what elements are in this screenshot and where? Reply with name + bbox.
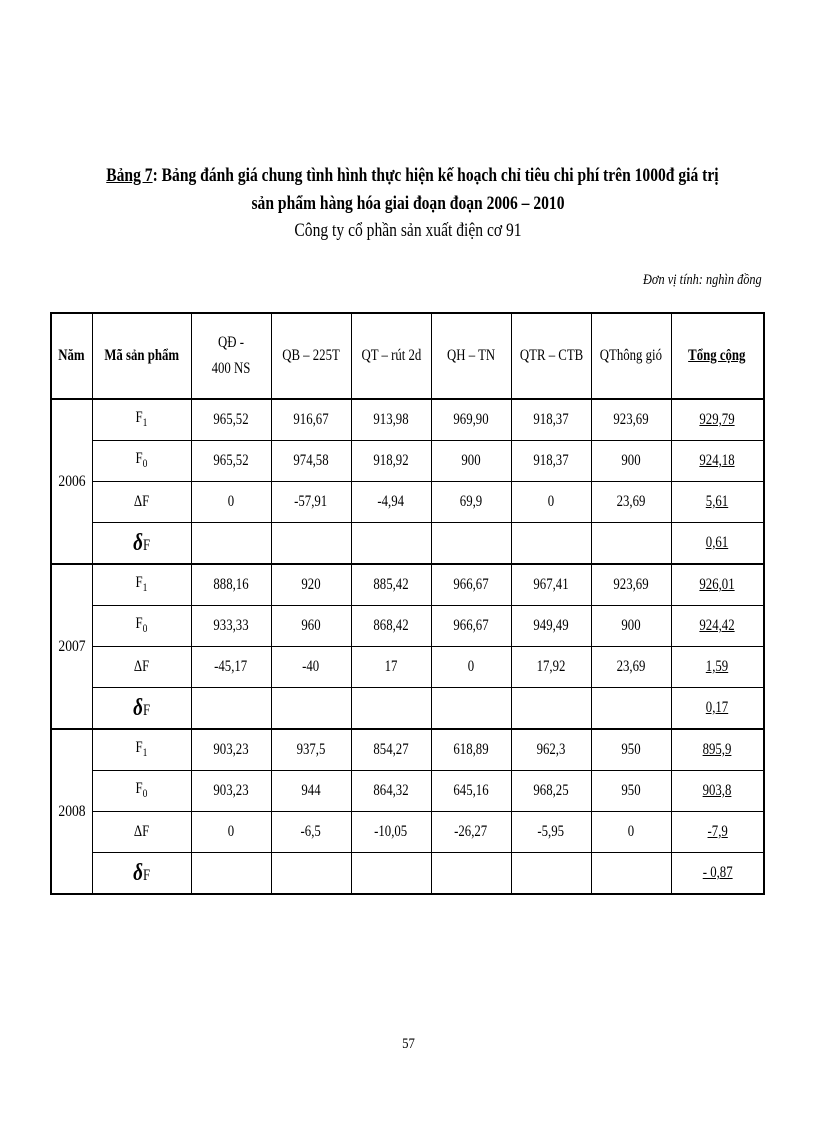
empty-cell xyxy=(591,688,671,730)
empty-cell xyxy=(591,523,671,565)
value-cell: -57,91 xyxy=(271,482,351,523)
empty-cell xyxy=(351,688,431,730)
empty-cell xyxy=(511,523,591,565)
value-cell: 0 xyxy=(591,812,671,853)
header-product: QĐ - 400 NS xyxy=(191,313,271,399)
value-cell: 950 xyxy=(591,729,671,771)
header-total: Tổng cộng xyxy=(671,313,764,399)
empty-cell xyxy=(511,853,591,895)
value-cell: 918,37 xyxy=(511,441,591,482)
empty-cell xyxy=(271,688,351,730)
value-cell: 868,42 xyxy=(351,606,431,647)
label-f0: $F_0$ xyxy=(92,441,191,482)
value-cell: 918,37 xyxy=(511,399,591,441)
value-cell: 0 xyxy=(431,647,511,688)
total-cell: - 0,87 xyxy=(671,853,764,895)
empty-cell xyxy=(191,853,271,895)
value-cell: 0 xyxy=(511,482,591,523)
table-row xyxy=(51,441,764,482)
value-cell: 0 xyxy=(191,482,271,523)
value-cell: 962,3 xyxy=(511,729,591,771)
label-delta-f: ΔF xyxy=(92,812,191,853)
value-cell: 966,67 xyxy=(431,564,511,606)
header-year: Năm xyxy=(51,313,92,399)
value-cell: -40 xyxy=(271,647,351,688)
label-delta-small-f: δF xyxy=(92,688,191,730)
value-cell: 900 xyxy=(591,606,671,647)
value-cell: 918,92 xyxy=(351,441,431,482)
table-row xyxy=(51,853,764,895)
value-cell: 17,92 xyxy=(511,647,591,688)
header-product-code: Mã sản phẩm xyxy=(92,313,191,399)
label-f0: $F_0$ xyxy=(92,771,191,812)
label-f1: $F_1$ xyxy=(92,564,191,606)
value-cell: -6,5 xyxy=(271,812,351,853)
empty-cell xyxy=(431,853,511,895)
header-product: QB – 225T xyxy=(271,313,351,399)
value-cell: 23,69 xyxy=(591,647,671,688)
empty-cell xyxy=(431,688,511,730)
value-cell: 864,32 xyxy=(351,771,431,812)
value-cell: 968,25 xyxy=(511,771,591,812)
value-cell: 900 xyxy=(591,441,671,482)
empty-cell xyxy=(431,523,511,565)
total-cell: 1,59 xyxy=(671,647,764,688)
total-cell: 926,01 xyxy=(671,564,764,606)
value-cell: 923,69 xyxy=(591,564,671,606)
total-cell: -7,9 xyxy=(671,812,764,853)
label-delta-f: ΔF xyxy=(92,482,191,523)
table-title-line2: sản phẩm hàng hóa giai đoạn đoạn 2006 – 2010 xyxy=(251,193,565,214)
table-row xyxy=(51,647,764,688)
value-cell: 913,98 xyxy=(351,399,431,441)
value-cell: 645,16 xyxy=(431,771,511,812)
value-cell: -10,05 xyxy=(351,812,431,853)
page-number: 57 xyxy=(401,1036,415,1052)
table-row xyxy=(51,771,764,812)
value-cell: 885,42 xyxy=(351,564,431,606)
label-f1: $F_1$ xyxy=(92,399,191,441)
empty-cell xyxy=(191,688,271,730)
value-cell: 854,27 xyxy=(351,729,431,771)
header-product: QH – TN xyxy=(431,313,511,399)
label-f0: $F_0$ xyxy=(92,606,191,647)
empty-cell xyxy=(511,688,591,730)
year-cell: 2008 xyxy=(51,729,92,894)
empty-cell xyxy=(351,853,431,895)
value-cell: 966,67 xyxy=(431,606,511,647)
year-group xyxy=(51,564,764,729)
value-cell: -5,95 xyxy=(511,812,591,853)
total-cell: 924,18 xyxy=(671,441,764,482)
value-cell: 965,52 xyxy=(191,399,271,441)
value-cell: 916,67 xyxy=(271,399,351,441)
value-cell: 974,58 xyxy=(271,441,351,482)
total-cell: 924,42 xyxy=(671,606,764,647)
empty-cell xyxy=(351,523,431,565)
value-cell: 920 xyxy=(271,564,351,606)
table-row xyxy=(51,606,764,647)
table-row xyxy=(51,688,764,730)
value-cell: 965,52 xyxy=(191,441,271,482)
unit-note: Đơn vị tính: nghìn đồng xyxy=(643,272,762,288)
empty-cell xyxy=(271,523,351,565)
total-cell: 929,79 xyxy=(671,399,764,441)
value-cell: 903,23 xyxy=(191,771,271,812)
table-row xyxy=(51,482,764,523)
label-f1: $F_1$ xyxy=(92,729,191,771)
table-row xyxy=(51,564,764,606)
total-cell: 0,61 xyxy=(671,523,764,565)
header-product: QTR – CTB xyxy=(511,313,591,399)
header-product: QT – rút 2d xyxy=(351,313,431,399)
table-label: Bảng 7 xyxy=(106,165,153,186)
total-cell: 903,8 xyxy=(671,771,764,812)
value-cell: 944 xyxy=(271,771,351,812)
value-cell: -4,94 xyxy=(351,482,431,523)
year-cell: 2006 xyxy=(51,399,92,564)
empty-cell xyxy=(271,853,351,895)
value-cell: 949,49 xyxy=(511,606,591,647)
value-cell: 937,5 xyxy=(271,729,351,771)
table-row xyxy=(51,399,764,441)
table-title xyxy=(106,162,719,190)
value-cell: 23,69 xyxy=(591,482,671,523)
company-name: Công ty cổ phần sản xuất điện cơ 91 xyxy=(294,220,522,241)
value-cell: 903,23 xyxy=(191,729,271,771)
value-cell: 69,9 xyxy=(431,482,511,523)
table-row xyxy=(51,729,764,771)
value-cell: -26,27 xyxy=(431,812,511,853)
year-group xyxy=(51,729,764,894)
value-cell: 933,33 xyxy=(191,606,271,647)
value-cell: 950 xyxy=(591,771,671,812)
year-group xyxy=(51,399,764,564)
value-cell: 967,41 xyxy=(511,564,591,606)
total-cell: 895,9 xyxy=(671,729,764,771)
value-cell: 17 xyxy=(351,647,431,688)
table-row xyxy=(51,812,764,853)
label-delta-small-f: δF xyxy=(92,523,191,565)
label-delta-f: ΔF xyxy=(92,647,191,688)
value-cell: 0 xyxy=(191,812,271,853)
empty-cell xyxy=(591,853,671,895)
total-cell: 5,61 xyxy=(671,482,764,523)
value-cell: 923,69 xyxy=(591,399,671,441)
value-cell: 888,16 xyxy=(191,564,271,606)
header-product: QThông gió xyxy=(591,313,671,399)
label-delta-small-f: δF xyxy=(92,853,191,895)
cost-evaluation-table xyxy=(50,312,765,895)
year-cell: 2007 xyxy=(51,564,92,729)
value-cell: 969,90 xyxy=(431,399,511,441)
title-block xyxy=(40,162,776,244)
table-row xyxy=(51,523,764,565)
value-cell: 960 xyxy=(271,606,351,647)
table-title-text: : Bảng đánh giá chung tình hình thực hiện kế hoạch chỉ tiêu chi phí trên 1000đ giá trị xyxy=(152,165,719,186)
empty-cell xyxy=(191,523,271,565)
value-cell: -45,17 xyxy=(191,647,271,688)
value-cell: 900 xyxy=(431,441,511,482)
value-cell: 618,89 xyxy=(431,729,511,771)
total-cell: 0,17 xyxy=(671,688,764,730)
